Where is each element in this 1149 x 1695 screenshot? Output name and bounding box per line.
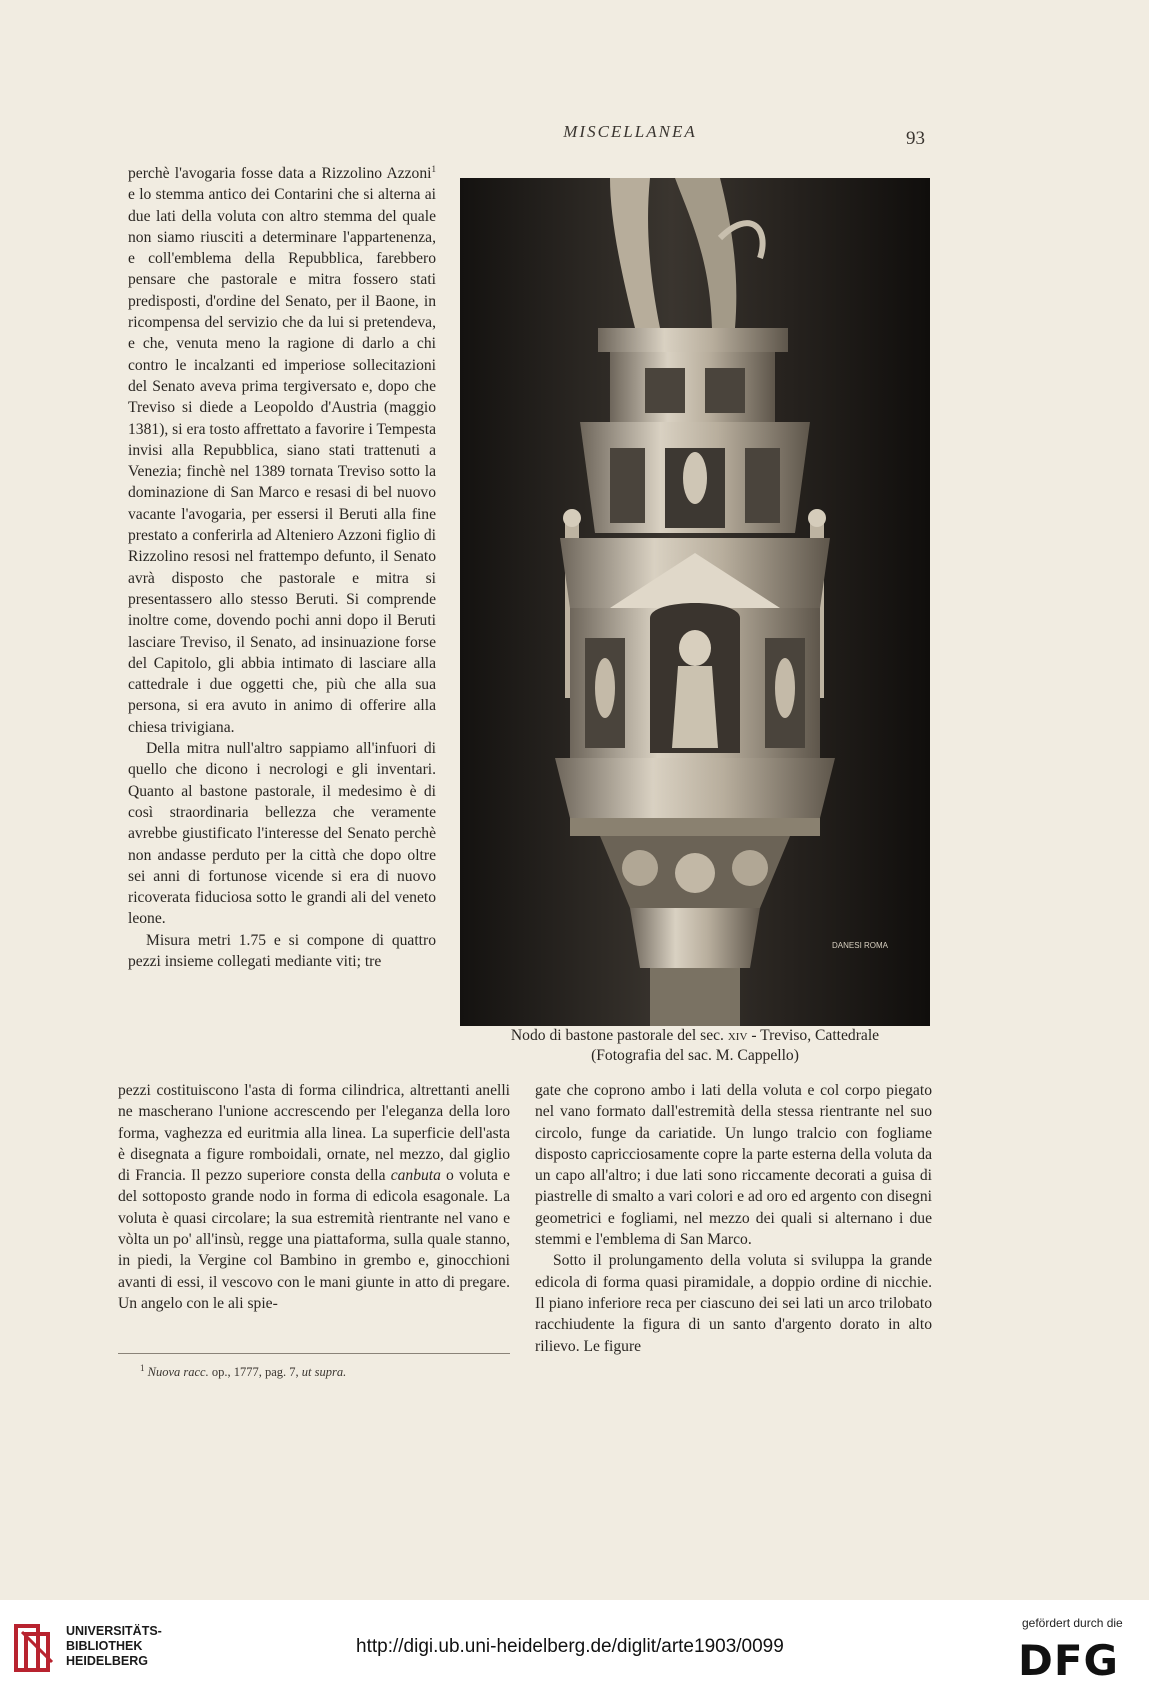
- paragraph: [128, 163, 436, 738]
- text-run: Nodo di bastone pastorale del sec.: [510, 1027, 728, 1044]
- permalink-url[interactable]: http://digi.ub.uni-heidelberg.de/diglit/arte1903/0099: [356, 1636, 784, 1657]
- left-column: [128, 163, 436, 972]
- text-run: o voluta e del sottoposto grande nodo in forma di edicola esagonale. La voluta è quasi circolare; la sua estremità rientrante nel vano e vòlta un po' all'insù, regge una piattaforma, sulla quale stanno, in piedi, la Vergine col Bambino in grembo e, ginocchioni avanti di essi, il vescovo con le mani giunte in atto di pregare. Un angelo con le ali spie-: [118, 1167, 510, 1312]
- century-numeral: xiv: [727, 1027, 748, 1044]
- figure-caption: [460, 1026, 930, 1066]
- footnote-ut-supra: ut supra.: [301, 1365, 347, 1379]
- crozier-illustration: [460, 178, 930, 1026]
- photographer-stamp: DANESI ROMA: [832, 941, 889, 950]
- text-run: - Treviso, Cattedrale: [747, 1027, 880, 1044]
- caption-line: (Fotografia del sac. M. Cappello): [591, 1047, 799, 1064]
- running-title: MISCELLANEA: [563, 122, 697, 141]
- library-name-line: HEIDELBERG: [66, 1654, 148, 1668]
- digitization-footer: [0, 1600, 1149, 1695]
- italic-term: canbuta: [390, 1167, 441, 1185]
- bottom-right-column: [535, 1080, 932, 1357]
- bottom-left-column: [118, 1080, 510, 1314]
- caption-line: [460, 1026, 930, 1046]
- dfg-logo: DFG: [1018, 1636, 1120, 1685]
- library-name-line: UNIVERSITÄTS-: [66, 1624, 162, 1638]
- text-run: perchè l'avogaria fosse data a Rizzolino Azzoni: [128, 165, 432, 182]
- library-name: [66, 1624, 162, 1669]
- paragraph: [118, 1080, 510, 1314]
- footnote-marker[interactable]: 1: [431, 163, 436, 174]
- paragraph: Misura metri 1.75 e si compone di quattro pezzi insieme collegati mediante viti; tre: [128, 931, 436, 970]
- library-name-line: BIBLIOTHEK: [66, 1639, 143, 1653]
- footnote-source: Nuova racc.: [147, 1365, 209, 1379]
- footnote-divider: [118, 1353, 510, 1354]
- paragraph: gate che coprono ambo i lati della voluta e col corpo piegato nel vano formato dall'estremità della stessa rientrante nel suo circolo, funge da cariatide. Un lungo tralcio con fogliame disposto capricciosamente copre la parte esterna della voluta da un capo all'altro; i due lati sono riccamente decorati a guisa di piastrelle di smalto a vari colori e ad oro ed argento con disegni geometrici e fogliami, nel mezzo dei quali si alternano i due stemmi e l'emblema di San Marco.: [535, 1082, 932, 1249]
- text-run: e lo stemma antico dei Contarini che si alterna ai due lati della voluta con altro stemma del quale non siamo riusciti a determinare l'appartenenza, e coll'emblema della Repubblica, farebbero pensare che pastorale e mitra fossero stati predisposti, d'ordine del Senato, per il Baone, in ricompensa del servizio che da lui si pretendeva, e che, venuta meno la ragione di darlo a chi contro le incalzanti ed imperiose sollecitazioni del Senato aveva prima tergiversato e, dopo che Treviso si diede a Leopoldo d'Austria (maggio 1381), si era tosto affrettato a favorire i Tempesta invisi alla Repubblica, siano stati trattenuti a Venezia; finchè nel 1389 tornata Treviso sotto la dominazione di San Marco e resasi di bel nuovo vacante l'avogaria, per essersi il Beruti alla fine prestato a conferirla ad Alteniero Azzoni figlio di Rizzolino resosi nel frattempo defunto, il Senato avrà disposto che pastorale e mitra si presentassero allo stesso Beruti. Si comprende inoltre come, dovendo pochi anni dopo il Beruti lasciare Treviso, il Senato, ad insinuazione forse del Capitolo, gli abbia intimato di lasciare alla cattedrale i due oggetti che, più che alla sua persona, si era avuto in animo di offerire alla chiesa trivigiana.: [128, 186, 436, 736]
- footnote: [140, 1362, 510, 1380]
- footnote-number: 1: [140, 1362, 145, 1373]
- text-run: pezzi costituiscono l'asta di forma cilindrica, altrettanti anelli ne mascherano l'unione accrescendo per l'eleganza della loro forma, vaghezza ed euritmia alla linea. La superficie dell'asta è disegnata a figure romboidali, ornate, nel mezzo, dal giglio di Francia. Il pezzo superiore consta della: [118, 1082, 510, 1185]
- crozier-photograph: [460, 178, 930, 1026]
- paragraph: Sotto il prolungamento della voluta si sviluppa la grande edicola di forma quasi piramidale, a doppio ordine di nicchie. Il piano inferiore reca per ciascuno dei sei lati un arco trilobato racchiudente la figura di un santo d'argento dorato in alto rilievo. Le figure: [535, 1252, 932, 1355]
- paragraph: Della mitra null'altro sappiamo all'infuori di quello che dicono i necrologi e gli inventari. Quanto al bastone pastorale, il medesimo è di così straordinaria bellezza che veramente avrebbe giustificato l'interesse del Senato perchè non andasse perduto per la città che dopo oltre sei anni di fortunose vicende si era di nuovo ricoverata fiduciosa sotto le grandi ali del veneto leone.: [128, 740, 436, 928]
- funding-label: gefördert durch die: [1022, 1616, 1123, 1630]
- footnote-reference: op., 1777, pag. 7,: [208, 1365, 302, 1379]
- university-library-logo-icon: [12, 1622, 58, 1674]
- page-number: 93: [906, 128, 925, 149]
